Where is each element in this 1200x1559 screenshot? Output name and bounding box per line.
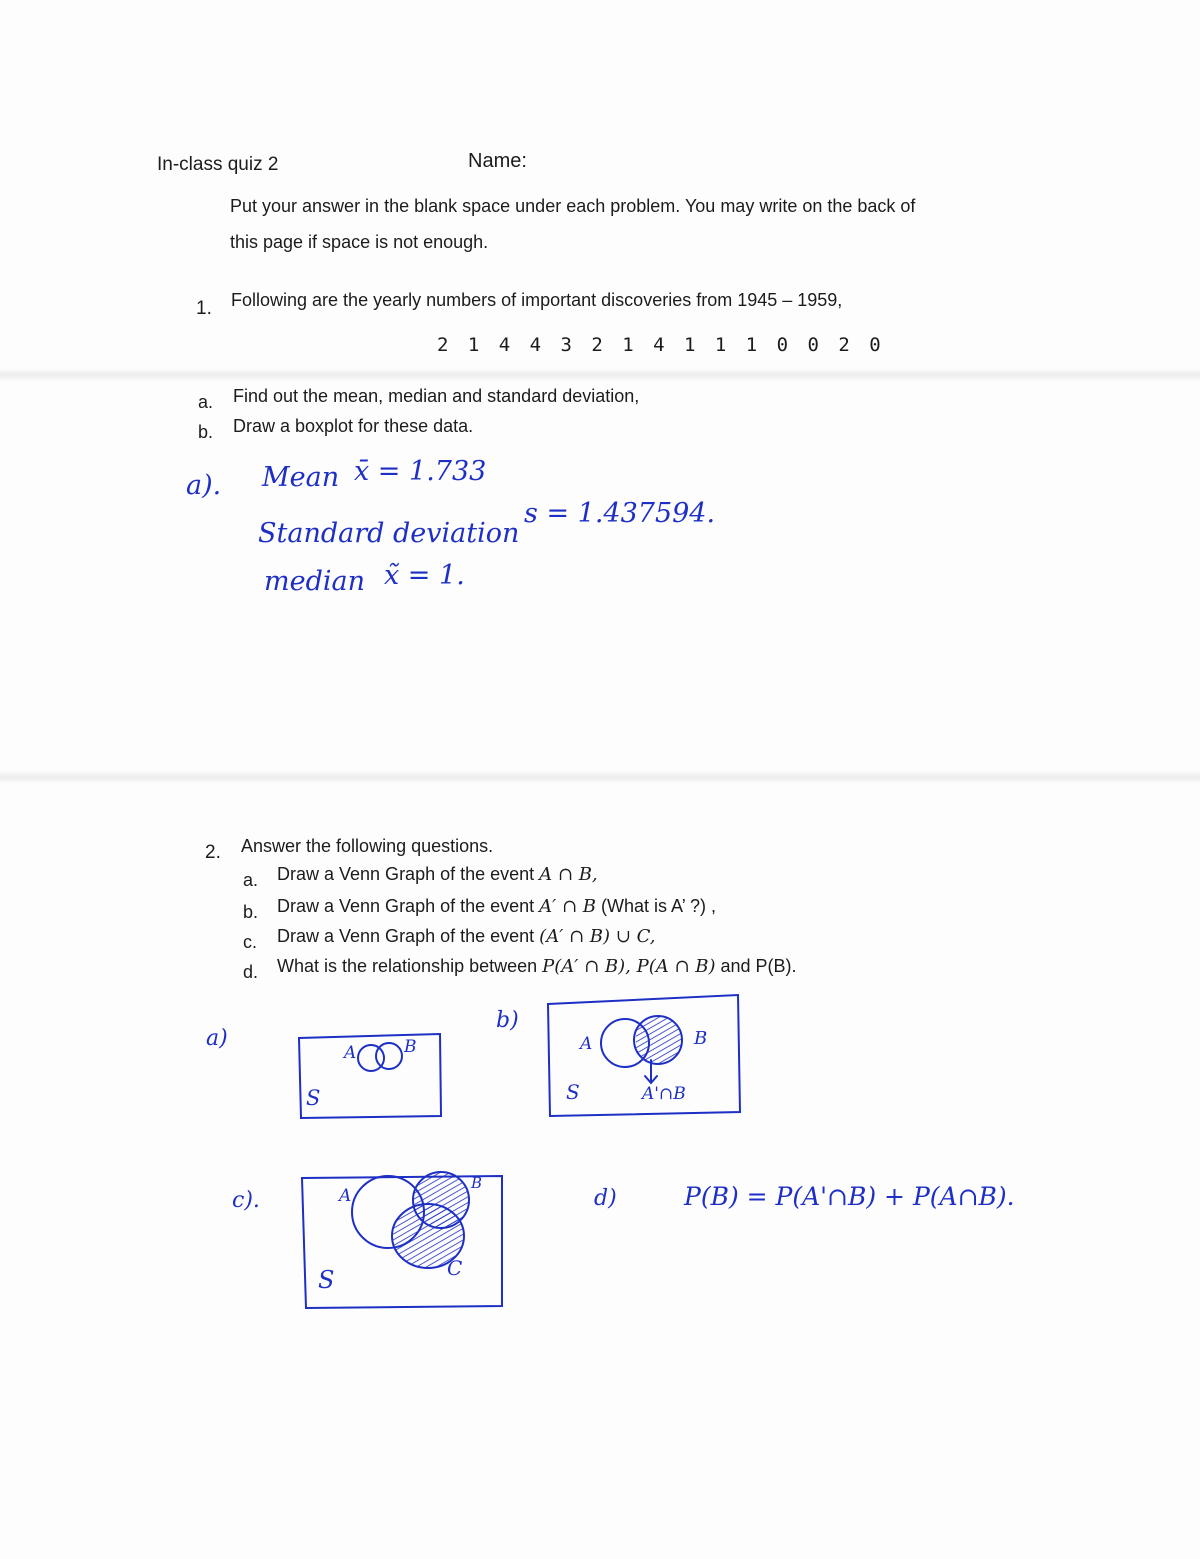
problem-2b-letter: b. bbox=[243, 902, 259, 922]
venn-b-label-b: B bbox=[694, 1028, 708, 1049]
answer-1-median-value: x̃ = 1. bbox=[384, 560, 465, 591]
problem-2-number: 2. bbox=[205, 842, 221, 863]
venn-a-label-a: A bbox=[344, 1043, 357, 1063]
answer-2a-label: a) bbox=[206, 1026, 228, 1051]
answer-2d-equation: P(B) = P(A'∩B) + P(A∩B). bbox=[684, 1182, 1015, 1211]
problem-1b-letter: b. bbox=[198, 422, 214, 442]
answer-1-label: a). bbox=[186, 470, 222, 501]
problem-2a-letter: a. bbox=[243, 870, 259, 890]
venn-b-label-s: S bbox=[566, 1080, 580, 1104]
answer-2d-label: d) bbox=[594, 1186, 617, 1211]
answer-1-mean-label: Mean bbox=[262, 462, 340, 493]
problem-2b-text: Draw a Venn Graph of the event A′ ∩ B (What is A’ ?) , bbox=[277, 896, 717, 917]
answer-1-sd-value: s = 1.437594. bbox=[524, 498, 716, 529]
problem-2c-text: Draw a Venn Graph of the event (A′ ∩ B) ∪ C, bbox=[277, 926, 656, 947]
problem-1a-text: Find out the mean, median and standard deviation, bbox=[233, 386, 640, 406]
answer-1-sd-label: Standard deviation bbox=[258, 518, 520, 549]
answer-1-mean-value: x̄ = 1.733 bbox=[354, 456, 487, 487]
problem-2d-letter: d. bbox=[243, 962, 259, 982]
venn-c-label-c: C bbox=[447, 1256, 463, 1280]
answer-2b-label: b) bbox=[496, 1008, 519, 1033]
venn-c-label-b: B bbox=[471, 1174, 483, 1192]
answer-2c-label: c). bbox=[232, 1188, 260, 1213]
venn-c-label-s: S bbox=[318, 1266, 335, 1294]
quiz-title: In-class quiz 2 bbox=[157, 154, 279, 175]
instructions-line-2: this page if space is not enough. bbox=[230, 232, 489, 252]
problem-2d-text: What is the relationship between P(A′ ∩ B), P(A ∩ B) and P(B). bbox=[277, 956, 797, 977]
venn-a-circle-b bbox=[376, 1043, 402, 1069]
name-label: Name: bbox=[468, 150, 527, 172]
problem-1-number: 1. bbox=[196, 298, 212, 319]
problem-1-text: Following are the yearly numbers of important discoveries from 1945 – 1959, bbox=[231, 290, 843, 310]
venn-b-caption: A'∩B bbox=[642, 1084, 686, 1104]
problem-2a-math: A ∩ B, bbox=[539, 864, 598, 885]
problem-2d-math: P(A′ ∩ B), P(A ∩ B) bbox=[542, 956, 716, 977]
problem-2b-math: A′ ∩ B bbox=[539, 896, 597, 917]
problem-2c-letter: c. bbox=[243, 932, 258, 952]
problem-1b-text: Draw a boxplot for these data. bbox=[233, 416, 474, 436]
problem-2a-text: Draw a Venn Graph of the event A ∩ B, bbox=[277, 864, 598, 885]
answer-1-median-label: median bbox=[264, 566, 365, 597]
problem-1a-letter: a. bbox=[198, 392, 214, 412]
venn-a-label-b: B bbox=[404, 1037, 417, 1057]
venn-a-label-s: S bbox=[306, 1086, 321, 1110]
venn-a-circle-a bbox=[358, 1045, 384, 1071]
venn-c-label-a: A bbox=[339, 1186, 352, 1206]
problem-2-text: Answer the following questions. bbox=[241, 836, 494, 856]
problem-2c-math: (A′ ∩ B) ∪ C, bbox=[539, 926, 656, 947]
venn-b-label-a: A bbox=[580, 1034, 593, 1054]
venn-b-shade bbox=[636, 1000, 700, 1080]
instructions-line-1: Put your answer in the blank space under each problem. You may write on the back of bbox=[230, 196, 916, 216]
problem-1-data: 2 1 4 4 3 2 1 4 1 1 1 0 0 2 0 bbox=[437, 334, 885, 356]
